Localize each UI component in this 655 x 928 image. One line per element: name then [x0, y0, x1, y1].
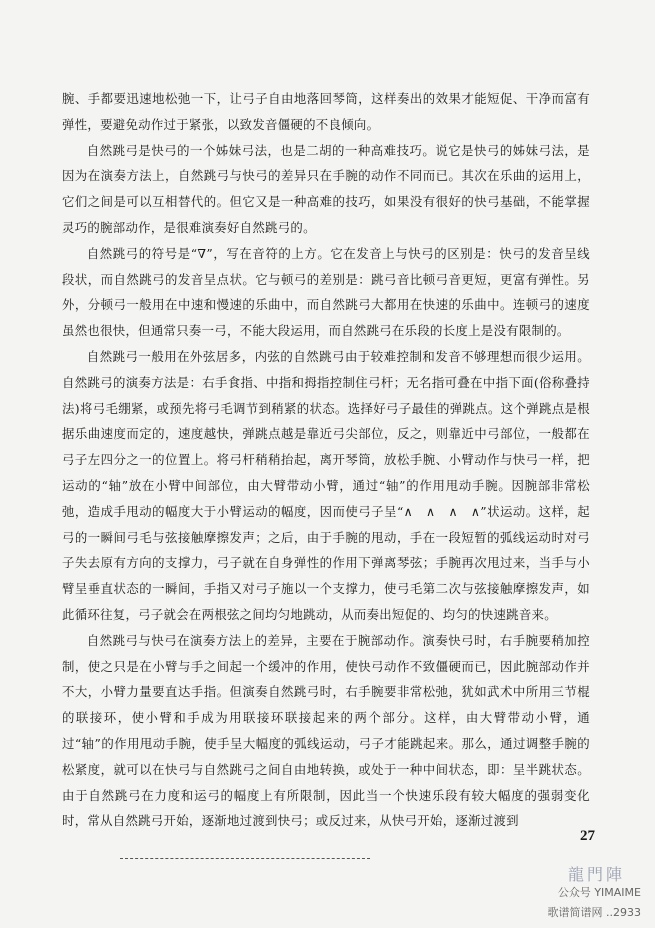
footer-divider [120, 858, 370, 859]
watermark-logo: 龍門陣 [567, 865, 625, 884]
paragraph: 自然跳弓的符号是“∇”，写在音符的上方。它在发音上与快弓的区别是：快弓的发音呈线段状，而自然跳弓的发音呈点状。它与顿弓的差别是：跳弓音比顿弓音更短，更富有弹性。另外，分顿弓一般用在中速和慢速的乐曲中，而自然跳弓大都用在快速的乐曲中。连顿弓的速度虽然也很快，但通常只奏一弓，不能大段运用，而自然跳弓在乐段的长度上是没有限制的。 [62, 245, 590, 339]
paragraph-continuation: 腕、手都要迅速地松弛一下，让弓子自由地落回琴筒，这样奏出的效果才能短促、干净而富有弹性，要避免动作过于紧张，以致发音僵硬的不良倾向。 [62, 91, 590, 132]
page-number: 27 [580, 828, 595, 844]
watermark-text: 歌谱简谱网 ..2933 [547, 906, 641, 919]
watermark [485, 862, 645, 924]
paragraph: 自然跳弓一般用在外弦居多，内弦的自然跳弓由于较难控制和发音不够理想而很少运用。自然跳弓的演奏方法是：右手食指、中指和拇指控制住弓杆；无名指可叠在中指下面(俗称叠持法)将弓毛绷紧，或预先将弓毛调节到稍紧的状态。选择好弓子最佳的弹跳点。这个弹跳点是根据乐曲速度而定的，速度越快，弹跳点越是靠近弓尖部位，反之，则靠近中弓部位，一般都在弓子左四分之一的位置上。将弓杆稍稍抬起，离开琴筒，放松手腕、小臂动作与快弓一样，把运动的“轴”放在小臂中间部位，由大臂带动小臂，通过“轴”的作用甩动手腕。因腕部非常松弛，造成手甩动的幅度大于小臂运动的幅度，因而使弓子呈“∧ ∧ ∧ ∧”状运动。这样，起弓的一瞬间弓毛与弦接触摩擦发声；之后，由于手腕的甩动，手在一段短暂的弧线运动时对弓子失去原有方向的支撑力，弓子就在自身弹性的作用下弹离琴弦；手腕再次甩过来，当手与小臂呈垂直状态的一瞬间，手指又对弓子施以一个支撑力，使弓毛第二次与弦接触摩擦发声，如此循环往复，弓子就会在两根弦之间均匀地跳动，从而奏出短促的、均匀的快速跳音来。 [62, 348, 590, 622]
watermark-text: 公众号 YIMAIME [557, 886, 641, 899]
paragraph: 自然跳弓与快弓在演奏方法上的差异，主要在于腕部动作。演奏快弓时，右手腕要稍加控制，使之只是在小臂与手之间起一个缓冲的作用，使快弓动作不致僵硬而已，因此腕部动作并不大，小臂力量要直达手指。但演奏自然跳弓时，右手腕要非常松弛，犹如武术中所用三节棍的联接环，使小臂和手成为用联接环联接起来的两个部分。这样，由大臂带动小臂，通过“轴”的作用甩动手腕，使手呈大幅度的弧线运动，弓子才能跳起来。那么，通过调整手腕的松紧度，就可以在快弓与自然跳弓之间自由地转换，或处于一种中间状态，即：呈半跳状态。由于自然跳弓在力度和运弓的幅度上有所限制，因此当一个快速乐段有较大幅度的强弱变化时，常从自然跳弓开始，逐渐地过渡到快弓；或反过来，从快弓开始，逐渐过渡到 [62, 632, 590, 829]
paragraph: 自然跳弓是快弓的一个姊妹弓法，也是二胡的一种高难技巧。说它是快弓的姊妹弓法，是因为在演奏方法上，自然跳弓与快弓的差异只在手腕的动作不同而已。其次在乐曲的运用上，它们之间是可以互相替代的。但它又是一种高难的技巧，如果没有很好的快弓基础，不能掌握灵巧的腕部动作，是很难演奏好自然跳弓的。 [62, 142, 590, 235]
body-text [62, 86, 590, 834]
